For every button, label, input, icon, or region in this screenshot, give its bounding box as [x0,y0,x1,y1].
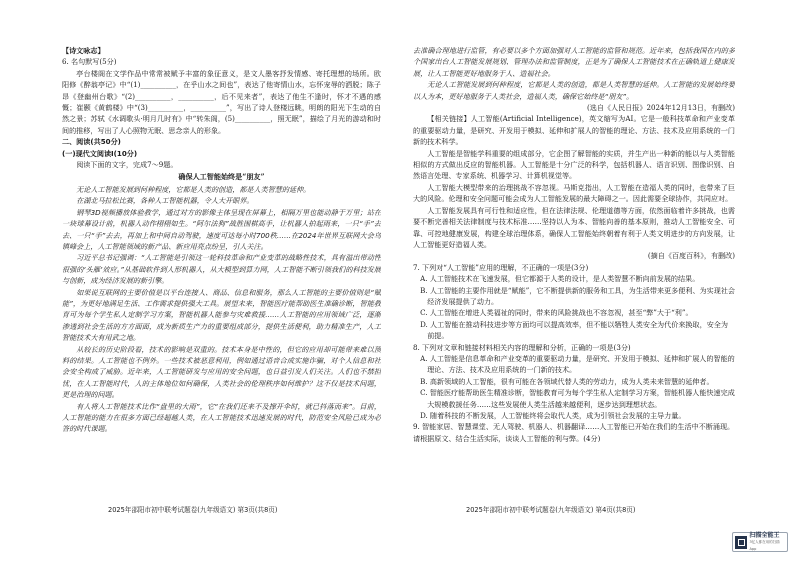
question-8: 8. 下列对文章和链接材料相关内容的理解和分析，正确的一项是(3分) [413,342,631,352]
option-c: C. 智能医疗能帮助医生精准诊断，智能教育可为每个学生私人定制学习方案，智能机器人能快速完成大规模救援任务……这些发展使人类生活越来越便利，逐步达到理想状态。 [420,388,735,409]
scanner-logo-icon [735,536,747,549]
option-b: B. 高新领域的人工智能，很有可能在各领域代替人类的劳动力，成为人类未来智慧的延伸者。 [420,376,714,386]
page-4 [413,45,735,500]
option-b: B. 人工智能的主要作用就是“赋能”，它不断提供新的服务和工具，为生活带来更多便利、为实现社会经济发展提供了动力。 [420,285,735,306]
reading-1-heading: (一)现代文阅读Ⅰ(10分) [62,148,138,158]
question-7: 7. 下列对“人工智能”应用的理解，不正确的一项是(3分) [413,262,589,272]
part-2-heading: 二、阅读(共50分) [62,137,121,147]
article-paragraph: 无论人工智能发展到何种程度，它都是人类的创造，都是人类智慧的延伸。人工智能的发展始终要以人为本，更好地服务于人类社会，造福人类，确保它始终是“朋友”。 [413,80,735,101]
article-paragraph: 习近平总书记强调：“人工智能是引领这一轮科技革命和产业变革的战略性技术，具有溢出带动性很强的‘头雁’效应。”从基础软件到人形机器人，从大模型到算力网，人工智能不断引领我们的科技发展与创新，成为经济发展的新引擎。 [62,253,381,286]
option-d: D. 随着科技的不断发展，人工智能终将会取代人类，成为引领社会发展的主导力量。 [420,411,686,420]
option-c: C. 人工智能在增进人类福祉的同时，带来的风险挑战也不容忽视，甚至“弊”大于“利”。 [420,308,693,318]
article-paragraph: 在湖北马拉松比赛，各种人工智能机器，令人大开眼界。 [76,196,254,206]
article-paragraph: 无论人工智能发展到何种程度，它都是人类的创造，都是人类智慧的延伸。 [76,184,311,194]
link-source: (摘自《百度百科》，有删改) [647,251,735,261]
watermark-label: 扫描全能王 [749,531,780,539]
link-paragraph: 人工智能是智能学科重要的组成部分，它企图了解智能的实质，并生产出一种新的能以与人类智能相似的方式做出反应的智能机器。人工智能是十分广泛的科学，包括机器人、语言识别、图像识别、自然语言处理、专家系统、机器学习、计算机视觉等。 [413,148,735,181]
watermark-sub: 3亿人都在用的扫描App [749,539,780,551]
page-3 [62,45,381,500]
option-a: A. 人工智能是信息革命和产业变革的重要驱动力量，是研究、开发用于模拟、延伸和扩展人的智能的理论、方法、技术及应用系统的一门新的技术。 [420,353,735,375]
article-paragraph: 去准确合理地进行监管，有必要以多个方面加强对人工智能的监管和规范。近年来，包括我国在内的多个国家出台人工智能发展规划、管理办法和监管制度，正是为了确保人工智能技术在正确轨道上健康发展，让人工智能更好地服务于人、造福社会。 [413,46,735,78]
article-paragraph: 有人将人工智能技术比作“盘里的大雨”，它“在我们还来不及撑开伞时，就已抖落而来”。目前，人工智能的能力在很多方面已经超越人类，在人工智能技术迅速发展的时代，防范安全风险已成为必答的时代课题。 [62,401,381,434]
article-paragraph: 钢琴3D视频播放体验教学，通过对方的影像主体呈现在屏幕上，相隔万里也能动静于万里；站在一块球幕设计前，机器人动作栩栩如生。“阿尔法狗”战胜围棋高手，让机器人拍起雨来，一只“手”去去、一只“手”去去，再加上和中间自动驾驶，速度可达每小时700秩……在2024年世界互联网大会乌镇峰会上，人工智能领域的新产品、新应用亮点纷呈，引人关注。 [62,207,381,251]
option-d: D. 人工智能在推动科技进步等方面均可以提高效率，但不能以牺牲人类安全为代价来换取，安全为前提。 [420,319,728,341]
related-link: 【相关链接】人工智能(Artificial Intelligence)，英文缩写为AI。它是一般科技革命和产业变革的重要驱动力量，是研究、开发用于模拟、延伸和扩展人的智能的理论、方法、技术及应用系统的一门新的技术科学。 [413,114,735,147]
option-a: A. 人工智能技术在飞速发展，但它都源于人类的设计，是人类智慧不断向前发展的结果。 [420,274,700,284]
article-paragraph: 如果说互联网的主要价值是以平台连接人、商品、信息和服务，那么人工智能的主要价值则是“赋能”，为更好地满足生活、工作需求提供强大工具。展望未来，智能医疗能帮助医生准确诊断，智能教育可为每个学生私人定制学习方案，智能机器人能参与灾难救援……人工智能的应用领域广泛，逐渐渗透到社会生活的方方面面，成为新质生产力的重要组成部分，提供生活便利，助力精准生产，人工智能技术大有用武之地。 [62,287,381,343]
scanner-watermark [732,532,788,552]
article-paragraph: 从较长的历史阶段看，技术的影响是双重的。技术本身是中性的，但它的应用却可能带来难以预料的结果。人工智能也不例外。一些技术被恶意利用，例如通过语音合成实施诈骗，对个人信息和社会安全构成了威胁。近年来，人工智能研发与应用的安全问题，也日益引发人们关注。人们也不禁担忧，在人工智能时代，人的主体地位如何确保，人类社会的伦理秩序如何维护？这不仅是技术问题，更是治理的问题。 [62,344,381,400]
question-6: 6. 名句默写(5分) [62,57,117,67]
link-paragraph: 人工智能发展具有可行性和适应性，但在法律法规、伦理道德等方面，依然面临着许多挑战，也需要不断完善相关法律制度与技术标准……坚持以人为本、智能向善的基本原则，推动人工智能安全、可靠、可控地健康发展，构建全球治理体系，确保人工智能始终朝着有利于人类文明进步的方向发展，让人工智能更好造福人类。 [413,205,735,249]
article-title: 确保人工智能始终是“朋友” [178,172,265,182]
page-footer-left: 2025年邵阳市初中联考试题卷(九年级语文) 第3页(共8页) [108,506,278,514]
page-footer-right: 2025年邵阳市初中联考试题卷(九年级语文) 第4页(共8页) [466,506,636,514]
section-heading: 【诗文咏志】 [62,46,105,55]
question-9: 9. 智能家居、智慧课堂、无人驾驶、机器人、机器翻译……人工智能已开始在我们的生活中不断涌现。请根据原文、结合生活实际，谈谈人工智能的利与弊。(4分) [413,422,735,443]
link-paragraph: 人工智能大模型带来的治理挑战不容忽视。马斯克指出，人工智能在造福人类的同时，也带来了巨大的风险。伦理和安全问题可能会成为人工智能发展的最大障碍之一。因此需要全球协作，共同应对。 [413,182,735,204]
question-6-body: 亭台楼阁在文学作品中常常被赋予丰富的象征意义，是文人墨客抒发情感、寄托理想的场所。欧阳修《醉翁亭记》中“(1)__________，在乎山水之间也”，表达了他寄情山水，忘怀宠辱的洒脱；陈子昂《登幽州台歌》“(2)__________，__________，后不见来者”，表达了他生不逢时，怀才不遇的感慨；崔颢《黄鹤楼》中“(3)__________，__________”，写出了诗人登楼远眺，明朗的阳光下生动的自然之景；苏轼《水调歌头·明月几时有》中“转朱阁，(5)__________，照无眠”，描绘了月光的游动和时间的推移，写出了人心照物无眠、思念亲人的形象。 [62,68,381,135]
article-source: (选自《人民日报》2024年12月13日，有删改) [586,103,735,113]
reading-instruction: 阅读下面的文字，完成7～9题。 [76,160,178,170]
